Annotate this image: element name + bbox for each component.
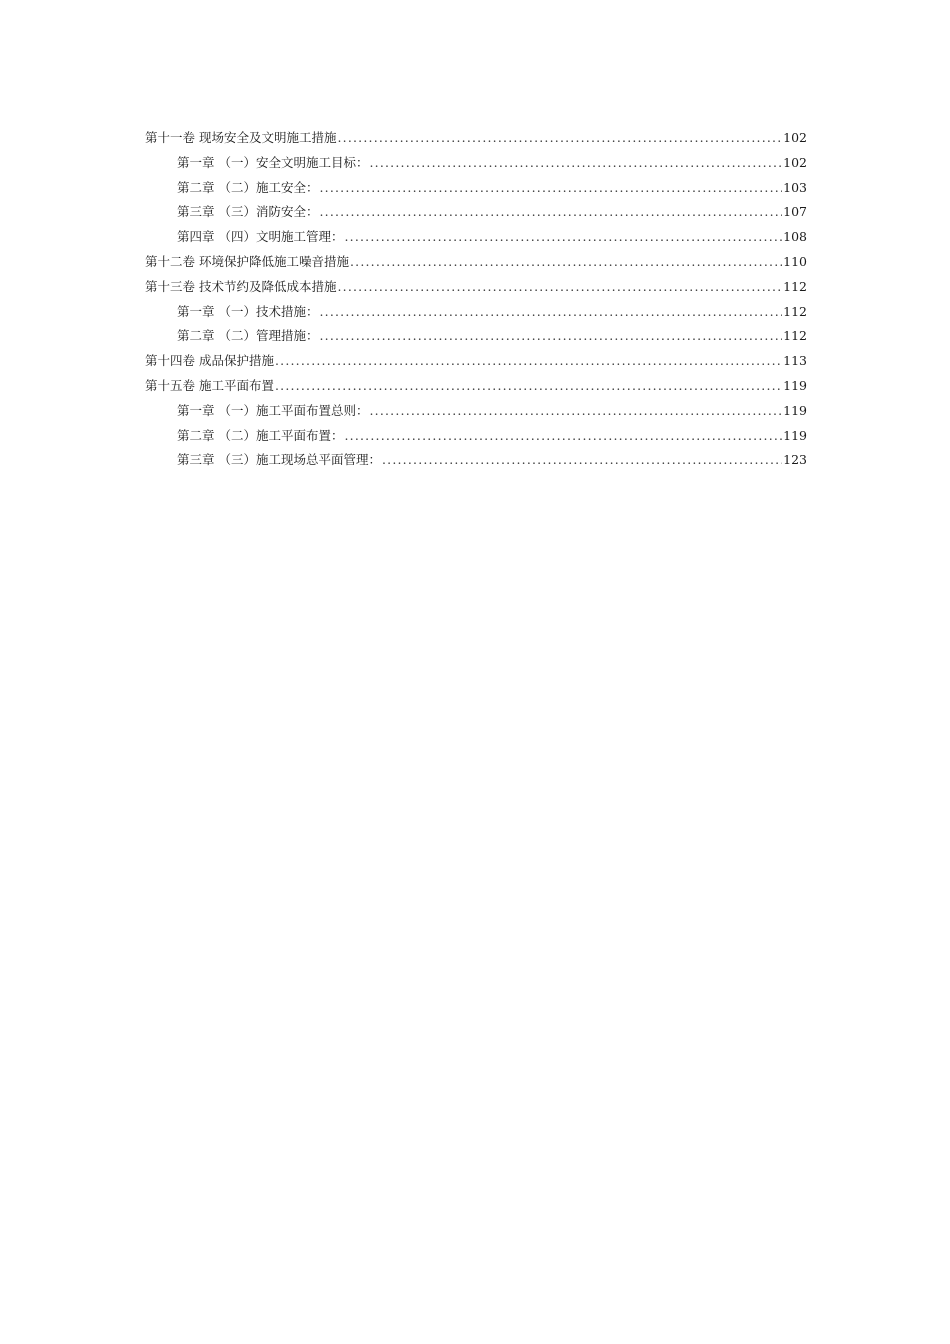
toc-page-number: 119 (783, 427, 807, 443)
toc-entry-label: 第一章 （一）技术措施： (177, 303, 319, 319)
toc-dot-leader (337, 126, 782, 151)
toc-dot-leader (369, 151, 782, 176)
toc-dot-leader (369, 399, 782, 424)
toc-page-number: 113 (783, 353, 807, 369)
toc-page-number: 108 (783, 229, 807, 245)
toc-entry[interactable] (145, 151, 807, 176)
toc-entry-label: 第二章 （二）管理措施： (177, 328, 319, 344)
toc-entry[interactable] (145, 126, 807, 151)
toc-page-number: 102 (783, 130, 807, 145)
toc-page-number: 112 (783, 328, 807, 344)
toc-page-number: 112 (783, 278, 807, 294)
toc-entry-label: 第十一卷 现场安全及文明施工措施 (145, 130, 337, 145)
toc-entry[interactable] (145, 200, 807, 225)
toc-entry[interactable] (145, 275, 807, 300)
toc-entry[interactable] (145, 349, 807, 374)
toc-page-number: 119 (783, 377, 807, 393)
toc-entry[interactable] (145, 399, 807, 424)
toc-entry-label: 第十四卷 成品保护措施 (145, 353, 274, 369)
toc-entry[interactable] (145, 225, 807, 250)
toc-dot-leader (350, 250, 782, 275)
toc-entry[interactable] (145, 250, 807, 275)
toc-dot-leader (319, 176, 782, 201)
toc-page-number: 112 (783, 303, 807, 319)
toc-entry[interactable] (145, 448, 807, 473)
toc-page-number: 110 (783, 253, 807, 269)
toc-entry-label: 第十五卷 施工平面布置 (145, 377, 274, 393)
toc-dot-leader (275, 349, 782, 374)
toc-page-number: 102 (783, 154, 807, 170)
toc-entry[interactable] (145, 424, 807, 449)
toc-dot-leader (382, 448, 782, 473)
table-of-contents (145, 126, 807, 473)
toc-dot-leader (319, 300, 782, 325)
toc-entry-label: 第十三卷 技术节约及降低成本措施 (145, 278, 337, 294)
toc-entry-label: 第三章 （三）施工现场总平面管理： (177, 452, 381, 468)
toc-entry[interactable] (145, 374, 807, 399)
toc-entry[interactable] (145, 176, 807, 201)
toc-entry-label: 第四章 （四）文明施工管理： (177, 229, 344, 245)
toc-dot-leader (344, 225, 782, 250)
toc-entry-label: 第一章 （一）施工平面布置总则： (177, 402, 369, 418)
toc-dot-leader (344, 424, 782, 449)
toc-entry-label: 第一章 （一）安全文明施工目标： (177, 154, 369, 170)
toc-page-number: 119 (783, 402, 807, 418)
toc-entry[interactable] (145, 300, 807, 325)
toc-entry-label: 第二章 （二）施工平面布置： (177, 427, 344, 443)
toc-entry[interactable] (145, 324, 807, 349)
toc-dot-leader (275, 374, 782, 399)
toc-dot-leader (319, 200, 782, 225)
toc-entry-label: 第三章 （三）消防安全： (177, 204, 319, 220)
toc-dot-leader (337, 275, 782, 300)
toc-entry-label: 第十二卷 环境保护降低施工噪音措施 (145, 253, 349, 269)
toc-page-number: 103 (783, 179, 807, 195)
toc-dot-leader (319, 324, 782, 349)
toc-page-number: 123 (783, 452, 807, 468)
toc-page-number: 107 (783, 204, 807, 220)
toc-entry-label: 第二章 （二）施工安全： (177, 179, 319, 195)
